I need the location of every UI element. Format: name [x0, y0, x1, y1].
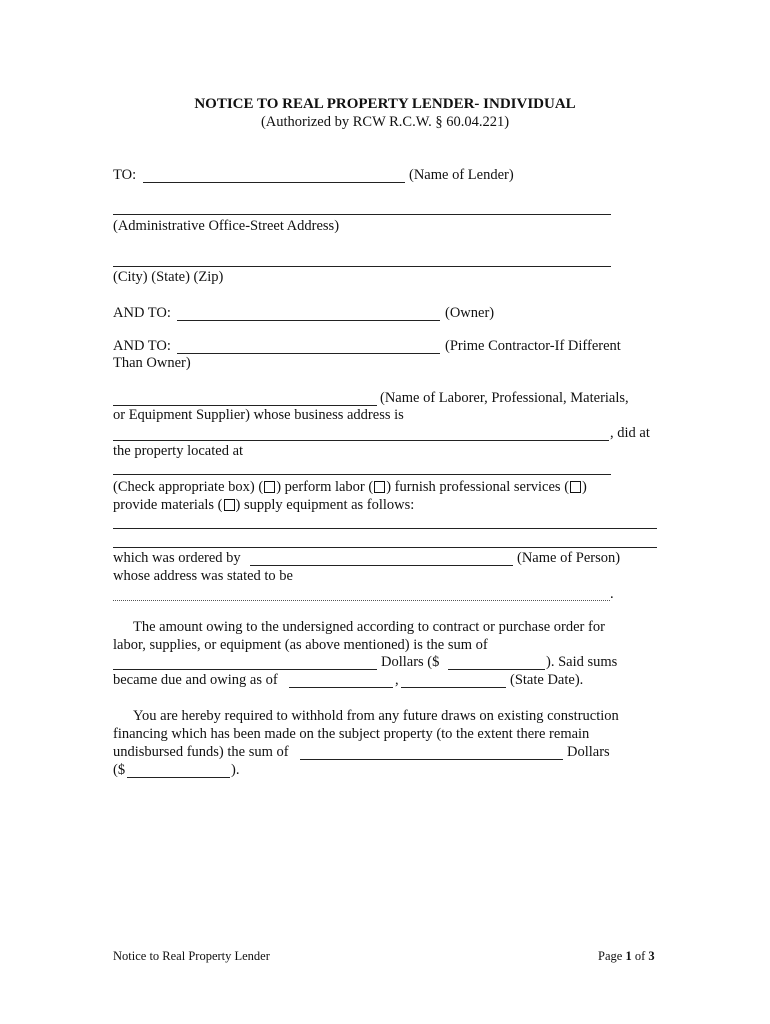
provide-materials-checkbox[interactable]: [570, 481, 581, 493]
lender-name-caption: (Name of Lender): [409, 167, 514, 183]
perform-labor-checkbox[interactable]: [264, 481, 275, 493]
page-total: 3: [648, 949, 655, 963]
property-located-text: the property located at: [113, 443, 244, 459]
ordered-by-caption: (Name of Person): [517, 550, 621, 566]
amount-words-field[interactable]: [113, 669, 377, 670]
property-address-field[interactable]: [113, 474, 611, 475]
document-subtitle: (Authorized by RCW R.C.W. § 60.04.221): [260, 114, 510, 130]
amount-paragraph-line-2: labor, supplies, or equipment (as above mentioned) is the sum of: [113, 637, 488, 653]
to-label: TO:: [113, 167, 137, 183]
description-line-1[interactable]: [113, 528, 657, 529]
withhold-paragraph-line-2: financing which has been made on the subject property (to the extent there remain: [113, 726, 590, 742]
withhold-amount-words-field[interactable]: [300, 759, 563, 760]
withhold-close-paren: ).: [231, 762, 240, 778]
check-line-1: [113, 478, 587, 496]
lender-name-field[interactable]: [143, 182, 405, 183]
check-line-1-close: ): [582, 479, 587, 495]
page-current: 1: [625, 949, 632, 963]
said-sums-text: ). Said sums: [546, 654, 618, 670]
amount-paragraph-line-1: The amount owing to the undersigned according to contract or purchase order for: [133, 619, 605, 635]
did-at-text: , did at: [610, 425, 650, 441]
address-stated-text: whose address was stated to be: [113, 568, 293, 584]
dollars-open-text: Dollars ($: [381, 654, 440, 670]
became-due-text: became due and owing as of: [113, 672, 278, 688]
city-state-zip-field[interactable]: [113, 266, 611, 267]
footer-page-number: [598, 947, 655, 965]
due-date-comma: ,: [395, 672, 399, 688]
and-to-contractor-label: AND TO:: [113, 338, 171, 354]
prime-contractor-field[interactable]: [177, 353, 440, 354]
claimant-name-caption: (Name of Laborer, Professional, Materials,: [380, 390, 629, 406]
city-state-zip-caption: (City) (State) (Zip): [113, 269, 224, 285]
ordered-by-label: which was ordered by: [113, 550, 241, 566]
withhold-dollars-text: Dollars: [567, 744, 610, 760]
and-to-owner-label: AND TO:: [113, 305, 171, 321]
ordered-by-field[interactable]: [250, 565, 513, 566]
prime-contractor-caption-2: Than Owner): [113, 355, 191, 371]
page-of: of: [631, 949, 649, 963]
footer-document-name: Notice to Real Property Lender: [113, 949, 270, 963]
withhold-amount-number-field[interactable]: [127, 777, 230, 778]
amount-number-field[interactable]: [448, 669, 545, 670]
admin-address-caption: (Administrative Office-Street Address): [113, 218, 340, 234]
admin-address-field[interactable]: [113, 214, 611, 215]
withhold-open-paren: ($: [113, 762, 126, 778]
owner-name-field[interactable]: [177, 320, 440, 321]
stated-address-period: .: [610, 586, 614, 602]
business-address-field[interactable]: [113, 440, 609, 441]
owner-caption: (Owner): [445, 305, 495, 321]
page-prefix: Page: [598, 949, 626, 963]
supply-equipment-checkbox[interactable]: [224, 499, 235, 511]
professional-services-label: ) furnish professional services (: [386, 479, 570, 495]
business-address-text: or Equipment Supplier) whose business address is: [113, 407, 404, 423]
check-line-2: [113, 496, 414, 514]
withhold-paragraph-line-3: undisbursed funds) the sum of: [113, 744, 289, 760]
state-date-caption: (State Date).: [510, 672, 584, 688]
professional-services-checkbox[interactable]: [374, 481, 385, 493]
due-date-field-2[interactable]: [401, 687, 506, 688]
document-title: NOTICE TO REAL PROPERTY LENDER- INDIVIDUAL: [194, 96, 576, 112]
provide-materials-label: provide materials (: [113, 497, 223, 513]
description-line-2[interactable]: [113, 547, 657, 548]
perform-labor-label: ) perform labor (: [276, 479, 374, 495]
due-date-field-1[interactable]: [289, 687, 393, 688]
supply-equipment-label: ) supply equipment as follows:: [235, 497, 415, 513]
check-instructions: (Check appropriate box) (: [113, 479, 264, 495]
prime-contractor-caption: (Prime Contractor-If Different: [445, 338, 621, 354]
withhold-paragraph-line-1: You are hereby required to withhold from any future draws on existing construction: [133, 708, 619, 724]
stated-address-field[interactable]: [113, 600, 610, 601]
